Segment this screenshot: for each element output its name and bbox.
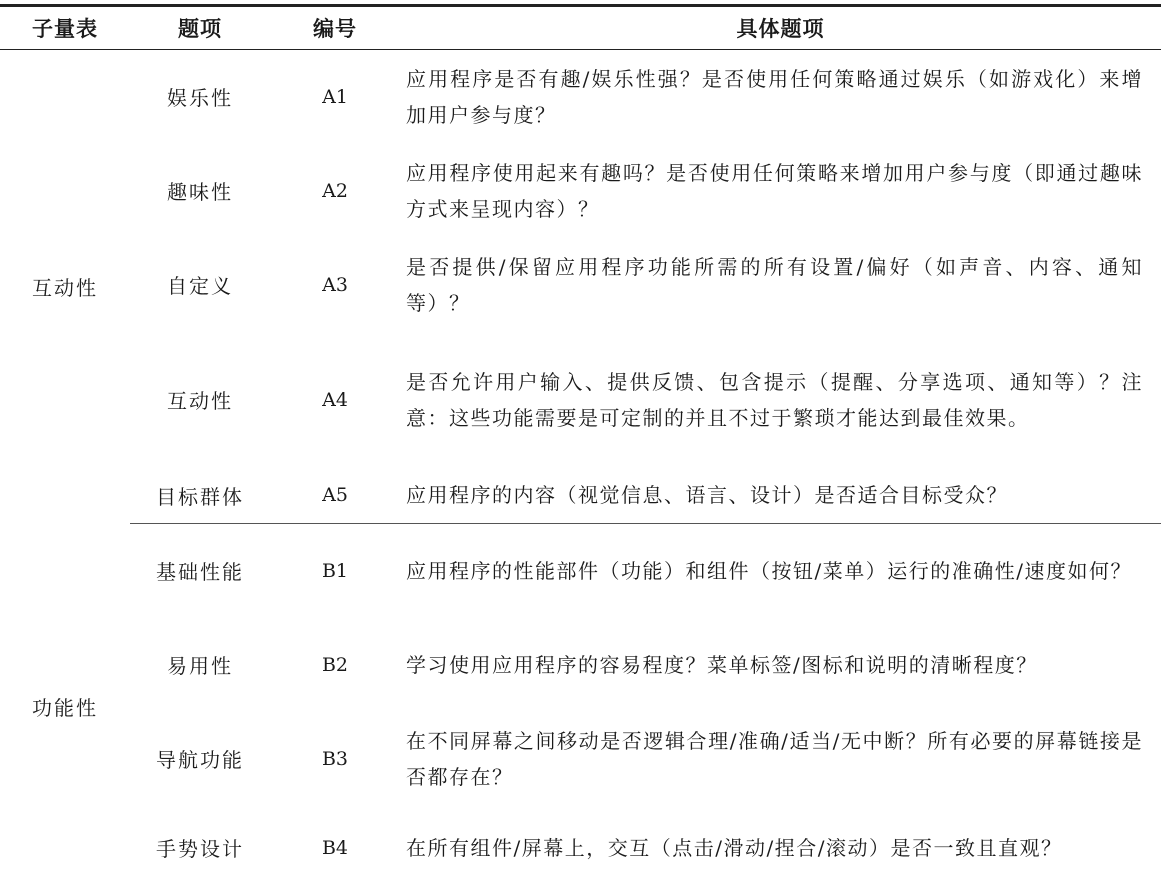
code-cell: A1 <box>322 85 348 108</box>
question-table <box>0 4 1161 890</box>
item-cell: 手势设计 <box>156 837 244 861</box>
item-cell: 基础性能 <box>156 560 244 585</box>
header-detail: 具体题项 <box>400 6 1161 50</box>
code-cell: A3 <box>322 273 348 296</box>
code-cell: B4 <box>321 836 349 859</box>
item-cell: 互动性 <box>167 389 233 413</box>
table-row <box>0 144 1161 238</box>
table-row <box>0 332 1161 468</box>
header-row <box>0 6 1161 50</box>
code-cell: B1 <box>321 559 349 582</box>
detail-cell: 应用程序的性能部件（功能）和组件（按钮/菜单）运行的准确性/速度如何？ <box>406 558 1132 583</box>
code-cell: A5 <box>270 468 400 524</box>
detail-cell: 学习使用应用程序的容易程度？菜单标签/图标和说明的清晰程度？ <box>406 652 1038 677</box>
item-cell: 趣味性 <box>167 180 233 204</box>
item-cell: 导航功能 <box>156 748 244 772</box>
header-item: 题项 <box>130 6 270 50</box>
table-row <box>0 806 1161 890</box>
detail-cell: 在不同屏幕之间移动是否逻辑合理/准确/适当/无中断？所有必要的屏幕链接是否都存在？ <box>406 728 1143 789</box>
subscale-cell: 功能性 <box>32 696 98 720</box>
code-cell: A2 <box>322 179 348 202</box>
table-row <box>0 50 1161 144</box>
table-row <box>0 712 1161 806</box>
detail-cell: 应用程序使用起来有趣吗？是否使用任何策略来增加用户参与度（即通过趣味方式来呈现内容）？ <box>406 160 1143 221</box>
code-cell: B3 <box>321 747 349 770</box>
table-row <box>0 468 1161 524</box>
header-subscale: 子量表 <box>0 6 130 50</box>
subscale-cell: 互动性 <box>32 276 98 301</box>
table-row <box>0 618 1161 712</box>
detail-cell: 应用程序的内容（视觉信息、语言、设计）是否适合目标受众？ <box>400 468 1161 524</box>
detail-cell: 是否允许用户输入、提供反馈、包含提示（提醒、分享选项、通知等）？注意：这些功能需要是可定制的并且不过于繁琐才能达到最佳效果。 <box>406 369 1143 430</box>
item-cell: 易用性 <box>167 654 233 678</box>
table-row <box>0 238 1161 332</box>
item-cell: 自定义 <box>167 274 233 298</box>
code-cell: A4 <box>322 388 348 411</box>
item-cell: 目标群体 <box>130 468 270 524</box>
header-code: 编号 <box>270 6 400 50</box>
code-cell: B2 <box>321 653 349 676</box>
item-cell: 娱乐性 <box>167 86 233 111</box>
detail-cell: 在所有组件/屏幕上，交互（点击/滑动/捏合/滚动）是否一致且直观？ <box>406 835 1063 860</box>
table-row <box>0 524 1161 618</box>
detail-cell: 应用程序是否有趣/娱乐性强？是否使用任何策略通过娱乐（如游戏化）来增加用户参与度？ <box>406 66 1143 127</box>
detail-cell: 是否提供/保留应用程序功能所需的所有设置/偏好（如声音、内容、通知等）？ <box>406 254 1143 315</box>
